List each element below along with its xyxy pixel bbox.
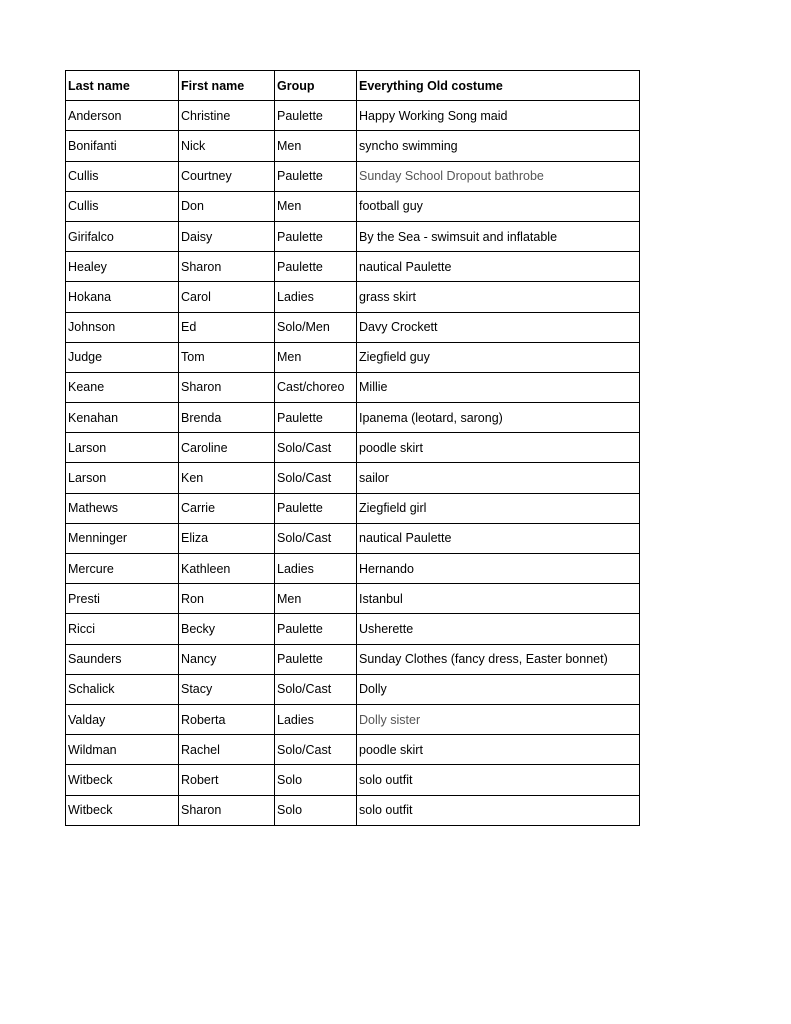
last-name-cell: Larson [66, 463, 179, 493]
last-name-cell: Cullis [66, 161, 179, 191]
costume-cell: Dolly [357, 674, 640, 704]
table-row [66, 101, 640, 131]
table-row [66, 252, 640, 282]
group-cell: Ladies [275, 554, 357, 584]
last-name-cell: Judge [66, 342, 179, 372]
first-name-cell: Don [179, 191, 275, 221]
group-cell: Solo [275, 765, 357, 795]
costume-cell: poodle skirt [357, 433, 640, 463]
first-name-cell: Eliza [179, 523, 275, 553]
costume-cell: Davy Crockett [357, 312, 640, 342]
table-row [66, 765, 640, 795]
last-name-cell: Kenahan [66, 403, 179, 433]
last-name-cell: Ricci [66, 614, 179, 644]
table-row [66, 433, 640, 463]
last-name-cell: Johnson [66, 312, 179, 342]
header-costume: Everything Old costume [357, 71, 640, 101]
first-name-cell: Ed [179, 312, 275, 342]
first-name-cell: Tom [179, 342, 275, 372]
table-row [66, 554, 640, 584]
table-row [66, 463, 640, 493]
group-cell: Cast/choreo [275, 372, 357, 402]
group-cell: Solo/Cast [275, 433, 357, 463]
costume-table [65, 70, 640, 826]
costume-cell: football guy [357, 191, 640, 221]
group-cell: Paulette [275, 614, 357, 644]
costume-cell: nautical Paulette [357, 252, 640, 282]
costume-cell: solo outfit [357, 765, 640, 795]
table-row [66, 584, 640, 614]
header-first-name: First name [179, 71, 275, 101]
table-body [66, 101, 640, 826]
first-name-cell: Nick [179, 131, 275, 161]
group-cell: Ladies [275, 282, 357, 312]
last-name-cell: Girifalco [66, 221, 179, 251]
costume-cell: solo outfit [357, 795, 640, 825]
costume-cell: poodle skirt [357, 735, 640, 765]
group-cell: Men [275, 584, 357, 614]
group-cell: Paulette [275, 644, 357, 674]
last-name-cell: Bonifanti [66, 131, 179, 161]
group-cell: Paulette [275, 221, 357, 251]
last-name-cell: Keane [66, 372, 179, 402]
group-cell: Men [275, 131, 357, 161]
last-name-cell: Witbeck [66, 765, 179, 795]
first-name-cell: Brenda [179, 403, 275, 433]
first-name-cell: Roberta [179, 704, 275, 734]
table-row [66, 674, 640, 704]
table-row [66, 614, 640, 644]
group-cell: Men [275, 191, 357, 221]
group-cell: Solo/Cast [275, 523, 357, 553]
costume-cell: Dolly sister [357, 704, 640, 734]
first-name-cell: Becky [179, 614, 275, 644]
group-cell: Solo/Men [275, 312, 357, 342]
first-name-cell: Sharon [179, 372, 275, 402]
table-row [66, 372, 640, 402]
table-row [66, 704, 640, 734]
first-name-cell: Carol [179, 282, 275, 312]
table-row [66, 493, 640, 523]
first-name-cell: Ron [179, 584, 275, 614]
costume-cell: grass skirt [357, 282, 640, 312]
group-cell: Paulette [275, 403, 357, 433]
table-row [66, 282, 640, 312]
costume-cell: Ziegfield guy [357, 342, 640, 372]
group-cell: Solo/Cast [275, 463, 357, 493]
table-row [66, 342, 640, 372]
header-group: Group [275, 71, 357, 101]
table-row [66, 735, 640, 765]
costume-cell: Ipanema (leotard, sarong) [357, 403, 640, 433]
table-row [66, 221, 640, 251]
first-name-cell: Daisy [179, 221, 275, 251]
group-cell: Solo/Cast [275, 735, 357, 765]
costume-cell: Happy Working Song maid [357, 101, 640, 131]
costume-cell: Sunday School Dropout bathrobe [357, 161, 640, 191]
last-name-cell: Larson [66, 433, 179, 463]
header-last-name: Last name [66, 71, 179, 101]
first-name-cell: Christine [179, 101, 275, 131]
costume-cell: Millie [357, 372, 640, 402]
costume-cell: Sunday Clothes (fancy dress, Easter bonnet) [357, 644, 640, 674]
table-row [66, 523, 640, 553]
last-name-cell: Cullis [66, 191, 179, 221]
group-cell: Men [275, 342, 357, 372]
last-name-cell: Wildman [66, 735, 179, 765]
first-name-cell: Kathleen [179, 554, 275, 584]
last-name-cell: Healey [66, 252, 179, 282]
first-name-cell: Ken [179, 463, 275, 493]
table-row [66, 644, 640, 674]
costume-cell: Usherette [357, 614, 640, 644]
last-name-cell: Mercure [66, 554, 179, 584]
first-name-cell: Courtney [179, 161, 275, 191]
table-row [66, 403, 640, 433]
last-name-cell: Anderson [66, 101, 179, 131]
costume-cell: Ziegfield girl [357, 493, 640, 523]
first-name-cell: Caroline [179, 433, 275, 463]
last-name-cell: Mathews [66, 493, 179, 523]
table-row [66, 795, 640, 825]
table-row [66, 191, 640, 221]
first-name-cell: Sharon [179, 252, 275, 282]
costume-cell: Hernando [357, 554, 640, 584]
first-name-cell: Rachel [179, 735, 275, 765]
last-name-cell: Hokana [66, 282, 179, 312]
table-row [66, 312, 640, 342]
group-cell: Solo [275, 795, 357, 825]
last-name-cell: Menninger [66, 523, 179, 553]
costume-cell: By the Sea - swimsuit and inflatable [357, 221, 640, 251]
table-row [66, 161, 640, 191]
header-row [66, 71, 640, 101]
last-name-cell: Saunders [66, 644, 179, 674]
first-name-cell: Robert [179, 765, 275, 795]
last-name-cell: Presti [66, 584, 179, 614]
costume-cell: nautical Paulette [357, 523, 640, 553]
first-name-cell: Sharon [179, 795, 275, 825]
costume-cell: sailor [357, 463, 640, 493]
group-cell: Paulette [275, 493, 357, 523]
costume-cell: syncho swimming [357, 131, 640, 161]
first-name-cell: Nancy [179, 644, 275, 674]
group-cell: Solo/Cast [275, 674, 357, 704]
table-row [66, 131, 640, 161]
last-name-cell: Schalick [66, 674, 179, 704]
first-name-cell: Carrie [179, 493, 275, 523]
last-name-cell: Witbeck [66, 795, 179, 825]
group-cell: Paulette [275, 101, 357, 131]
last-name-cell: Valday [66, 704, 179, 734]
group-cell: Paulette [275, 252, 357, 282]
first-name-cell: Stacy [179, 674, 275, 704]
group-cell: Paulette [275, 161, 357, 191]
costume-cell: Istanbul [357, 584, 640, 614]
group-cell: Ladies [275, 704, 357, 734]
